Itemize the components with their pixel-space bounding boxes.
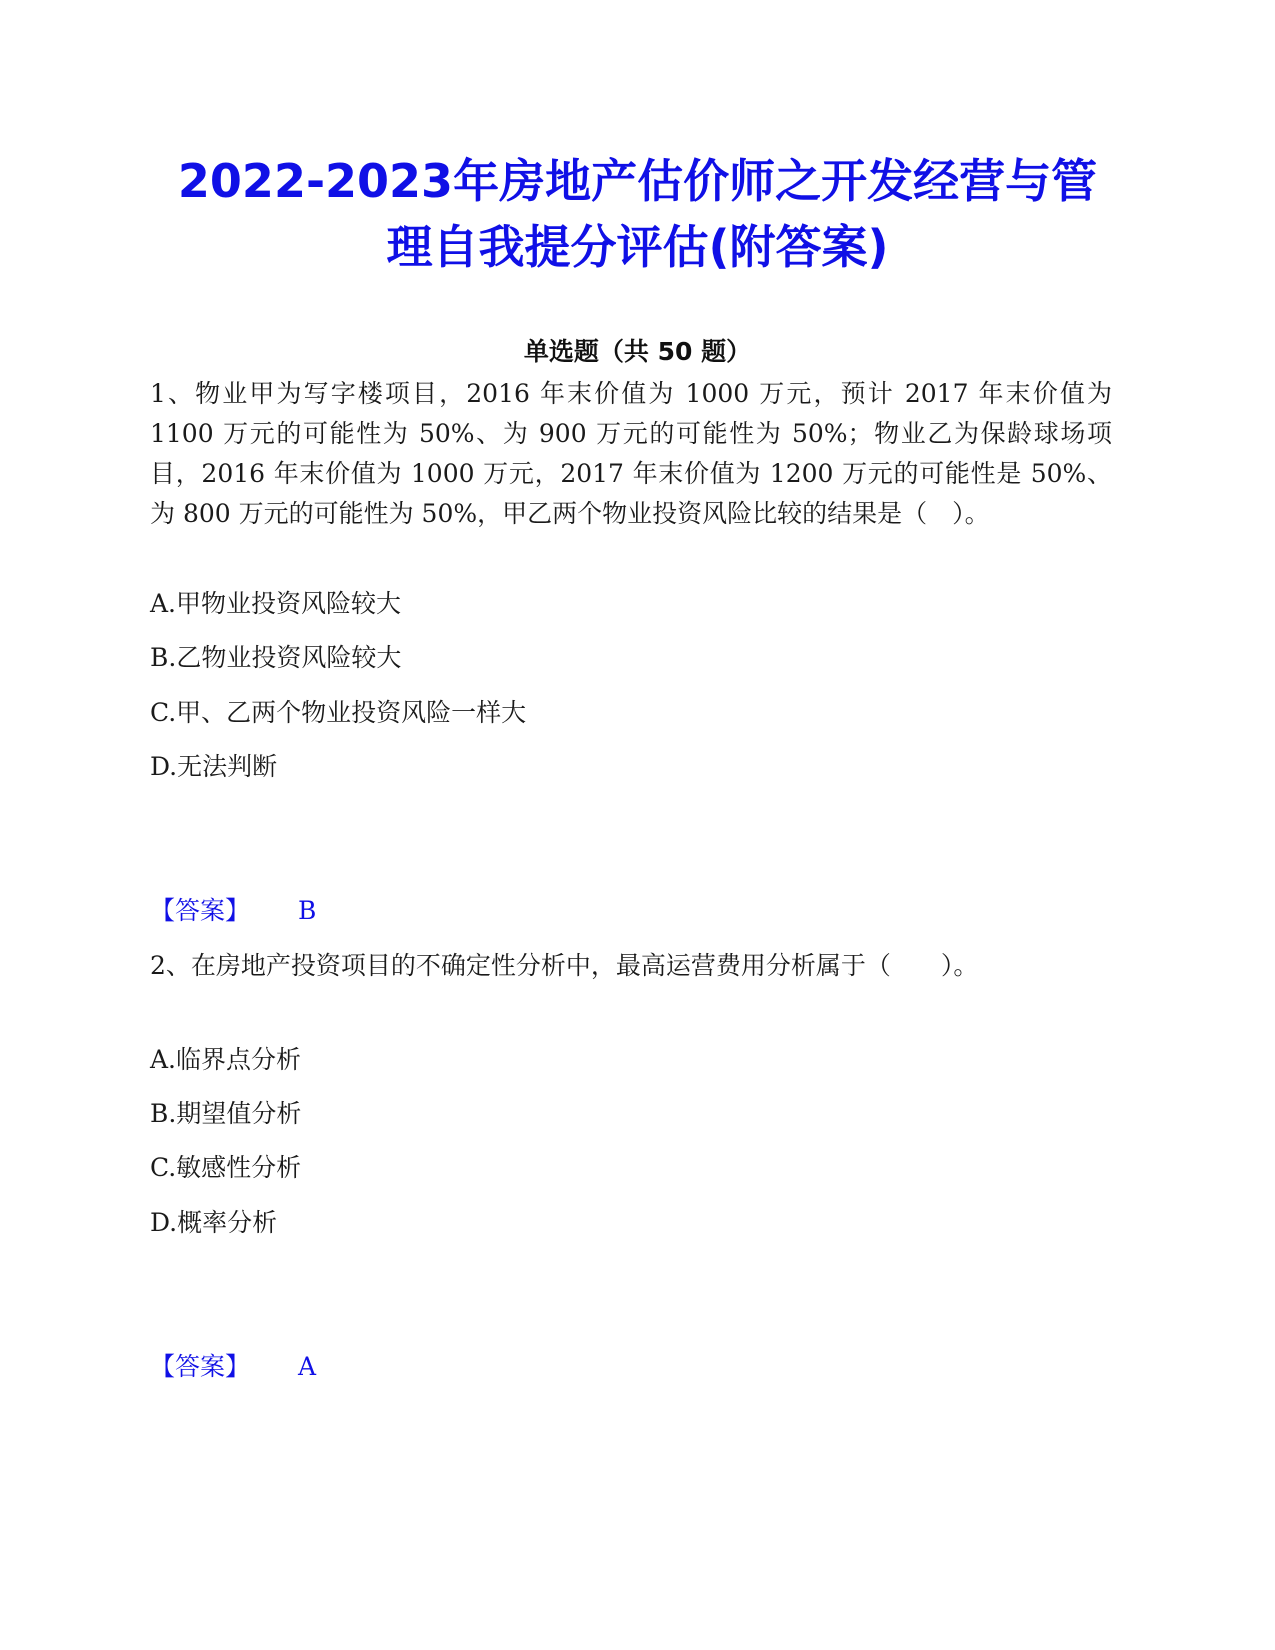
question-2-option-d: D.概率分析 [150, 1208, 278, 1237]
question-2-option-c: C.敏感性分析 [150, 1153, 302, 1182]
answer-value: A [298, 1352, 317, 1381]
question-2-option-b: B.期望值分析 [150, 1099, 302, 1128]
question-1-option-c: C.甲、乙两个物业投资风险一样大 [150, 698, 527, 727]
question-1-option-d: D.无法判断 [150, 752, 278, 781]
answer-label: 【答案】 [150, 1352, 251, 1381]
question-2-option-a: A.临界点分析 [150, 1045, 302, 1074]
answer-value: B [298, 896, 317, 925]
question-1-option-a: A.甲物业投资风险较大 [150, 589, 402, 618]
question-1-option-b: B.乙物业投资风险较大 [150, 643, 402, 672]
answer-label: 【答案】 [150, 896, 251, 925]
question-2-answer [150, 1350, 316, 1384]
document-title-line-2: 理自我提分评估(附答案) [386, 220, 889, 274]
section-title: 单选题（共 50 题） [523, 337, 752, 366]
question-2-stem: 2、在房地产投资项目的不确定性分析中，最高运营费用分析属于（ ）。 [150, 951, 979, 980]
question-1-answer [150, 894, 316, 928]
question-1-stem: 1、物业甲为写字楼项目，2016 年末价值为 1000 万元，预计 2017 年末价值为 1100 万元的可能性为 50%、为 900 万元的可能性为 50%；物业乙为保龄球场项目，2016 年末价值为 1000 万元，2017 年末价值为 1200 万元的可能性是 50%、为 800 万元的可能性为 50%，甲乙两个物业投资风险比较的结果是（ ）。 [150, 379, 1112, 528]
document-title [140, 148, 1135, 280]
document-title-line-1: 2022-2023年房地产估价师之开发经营与管 [177, 154, 1098, 208]
